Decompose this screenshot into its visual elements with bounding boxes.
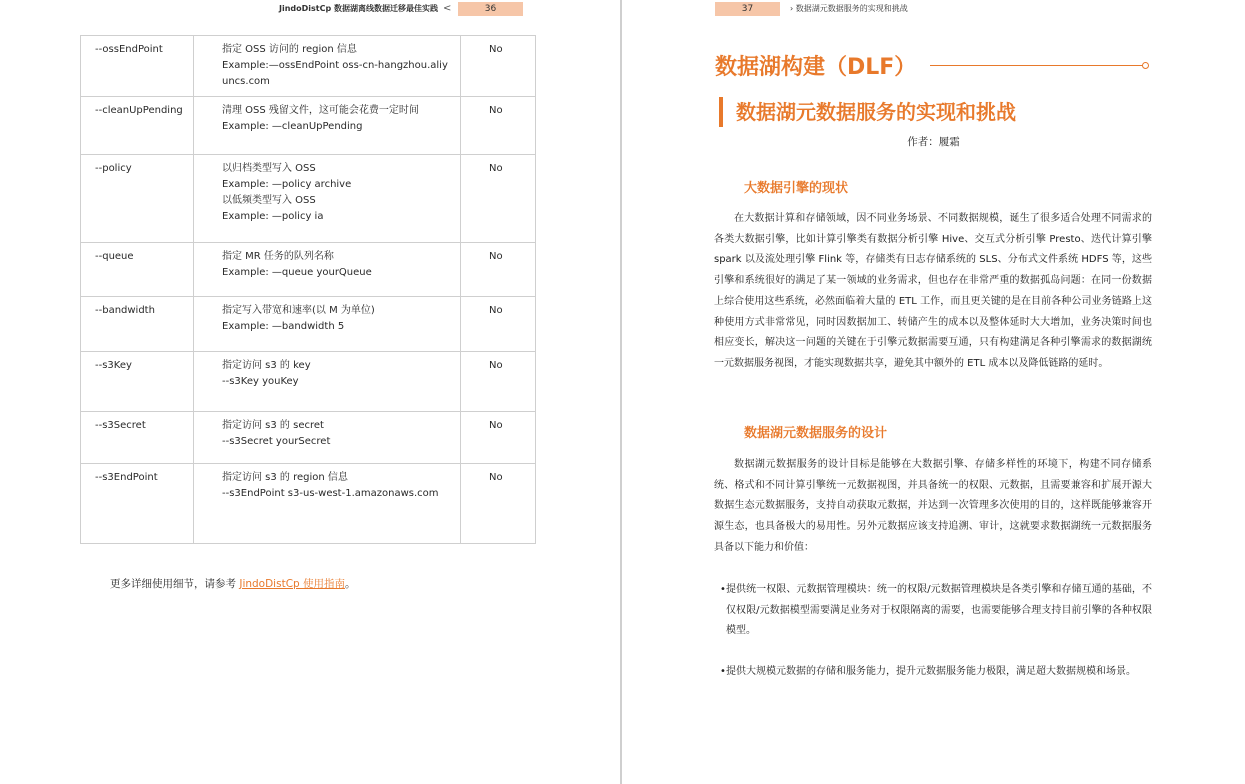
- param-description-line: 指定写入带宽和速率(以 M 为单位): [222, 305, 375, 316]
- article-title: 数据湖元数据服务的实现和挑战: [736, 100, 1016, 124]
- param-description-line: 以归档类型写入 OSS: [222, 163, 316, 174]
- bullet-item-large-scale: [720, 662, 1152, 683]
- paragraph-engine-status: 在大数据计算和存储领域，因不同业务场景、不同数据规模，诞生了很多适合处理不同需求的各类大数据引擎，比如计算引擎类有数据分析引擎 Hive、交互式分析引擎 Presto、迭代计算引擎 spark 以及流处理引擎 Flink 等，存储类有日志存储系统的 SLS、分布式文件系统 HDFS 等，这些引擎和系统很好的满足了某一领域的业务需求，但也存在非常严重的数据孤岛问题：在同一份数据上综合使用这些系统，必然面临着大量的 ETL 工作，而且更关键的是在目前各种公司业务链路上这种使用方式非常常见，同时因数据加工、转储产生的成本以及整体延时大大增加，业务决策时间也相应变长，解决这一问题的关键在于引擎元数据需要互通，只有构建满足各种引擎需求的数据湖统一元数据服务视图，才能实现数据共享，避免其中额外的 ETL 成本以及降低链路的延时。: [714, 213, 1152, 369]
- param-name: --bandwidth: [81, 297, 194, 352]
- chevron-left-icon: <: [443, 3, 452, 14]
- section-title-rule: [930, 65, 1144, 66]
- param-description: [194, 97, 461, 155]
- param-description: [194, 464, 461, 544]
- param-required: No: [461, 36, 536, 97]
- left-page-number: 36: [458, 2, 523, 16]
- param-required: No: [461, 464, 536, 544]
- param-name: --s3EndPoint: [81, 464, 194, 544]
- param-name: --ossEndPoint: [81, 36, 194, 97]
- param-description-line: --s3EndPoint s3-us-west-1.amazonaws.com: [222, 488, 439, 499]
- table-row: [81, 297, 536, 352]
- param-description-line: 指定访问 s3 的 key: [222, 360, 311, 371]
- left-page: [0, 0, 620, 784]
- param-description-line: 指定 OSS 访问的 region 信息: [222, 44, 357, 55]
- bullet-item-unified-permission: [720, 580, 1152, 642]
- article-title-bar: [719, 97, 723, 127]
- param-required: No: [461, 155, 536, 243]
- param-name: --cleanUpPending: [81, 97, 194, 155]
- param-description-line: Example: —cleanUpPending: [222, 121, 363, 132]
- param-name: --queue: [81, 243, 194, 297]
- bullet-dot-icon: •: [720, 666, 726, 677]
- param-description: [194, 36, 461, 97]
- author-line: 作者：履霜: [907, 136, 960, 148]
- left-header-title: JindoDistCp 数据湖离线数据迁移最佳实践: [279, 4, 438, 13]
- param-description-line: Example: —queue yourQueue: [222, 267, 372, 278]
- param-description: [194, 243, 461, 297]
- section-title: 数据湖构建（DLF）: [715, 55, 917, 80]
- bullet-dot-icon: •: [720, 584, 726, 595]
- param-description-line: 指定访问 s3 的 region 信息: [222, 472, 348, 483]
- bullet-text: 提供统一权限、元数据管理模块：统一的权限/元数据管理模块是各类引擎和存储互通的基础，不仅权限/元数据模型需要满足业务对于权限隔离的需要，也需要能够合理支持目前引擎的各种权限模型。: [726, 584, 1152, 636]
- footnote: [110, 576, 356, 591]
- param-required: No: [461, 297, 536, 352]
- heading-metadata-design: 数据湖元数据服务的设计: [744, 426, 888, 441]
- param-description-line: --s3Secret yourSecret: [222, 436, 331, 447]
- param-description: [194, 155, 461, 243]
- table-row: [81, 352, 536, 412]
- table-row: [81, 97, 536, 155]
- footnote-prefix: 更多详细使用细节，请参考: [110, 578, 240, 590]
- param-required: No: [461, 97, 536, 155]
- param-description-line: Example: —bandwidth 5: [222, 321, 345, 332]
- heading-engine-status: 大数据引擎的现状: [744, 181, 849, 196]
- right-page-number: 37: [715, 2, 780, 16]
- param-name: --policy: [81, 155, 194, 243]
- bullet-text: 提供大规模元数据的存储和服务能力，提升元数据服务能力极限，满足超大数据规模和场景。: [726, 666, 1136, 677]
- param-name: --s3Secret: [81, 412, 194, 464]
- param-description-line: 指定访问 s3 的 secret: [222, 420, 324, 431]
- paragraph-metadata-design: 数据湖元数据服务的设计目标是能够在大数据引擎、存储多样性的环境下，构建不同存储系统、格式和不同计算引擎统一元数据视图，并具备统一的权限、元数据，且需要兼容和扩展开源大数据生态元数据服务，支持自动获取元数据，并达到一次管理多次使用的目的，这样既能够兼容开源生态，也具备极大的易用性。另外元数据应该支持追溯、审计，这就要求数据湖统一元数据服务具备以下能力和价值：: [714, 459, 1152, 553]
- jindodistcp-guide-link[interactable]: JindoDistCp 使用指南: [239, 578, 346, 590]
- param-description: [194, 352, 461, 412]
- table-row: [81, 36, 536, 97]
- right-page: [622, 0, 1245, 784]
- param-required: No: [461, 352, 536, 412]
- param-description-line: Example: —policy archive: [222, 179, 352, 190]
- params-table: [80, 35, 536, 544]
- param-required: No: [461, 412, 536, 464]
- param-description-line: 清理 OSS 残留文件，这可能会花费一定时间: [222, 105, 419, 116]
- table-row: [81, 243, 536, 297]
- param-description-line: Example:—ossEndPoint oss-cn-hangzhou.aliyuncs.com: [222, 60, 448, 87]
- param-description-line: --s3Key youKey: [222, 376, 299, 387]
- footnote-suffix: 。: [345, 578, 356, 590]
- param-description: [194, 412, 461, 464]
- table-row: [81, 155, 536, 243]
- param-required: No: [461, 243, 536, 297]
- table-row: [81, 412, 536, 464]
- section-title-dot-icon: [1142, 62, 1149, 69]
- right-header-section: › 数据湖元数据服务的实现和挑战: [790, 4, 908, 13]
- param-description-line: 指定 MR 任务的队列名称: [222, 251, 334, 262]
- param-description-line: 以低频类型写入 OSS: [222, 195, 316, 206]
- table-row: [81, 464, 536, 544]
- param-description: [194, 297, 461, 352]
- param-name: --s3Key: [81, 352, 194, 412]
- param-description-line: Example: —policy ia: [222, 211, 324, 222]
